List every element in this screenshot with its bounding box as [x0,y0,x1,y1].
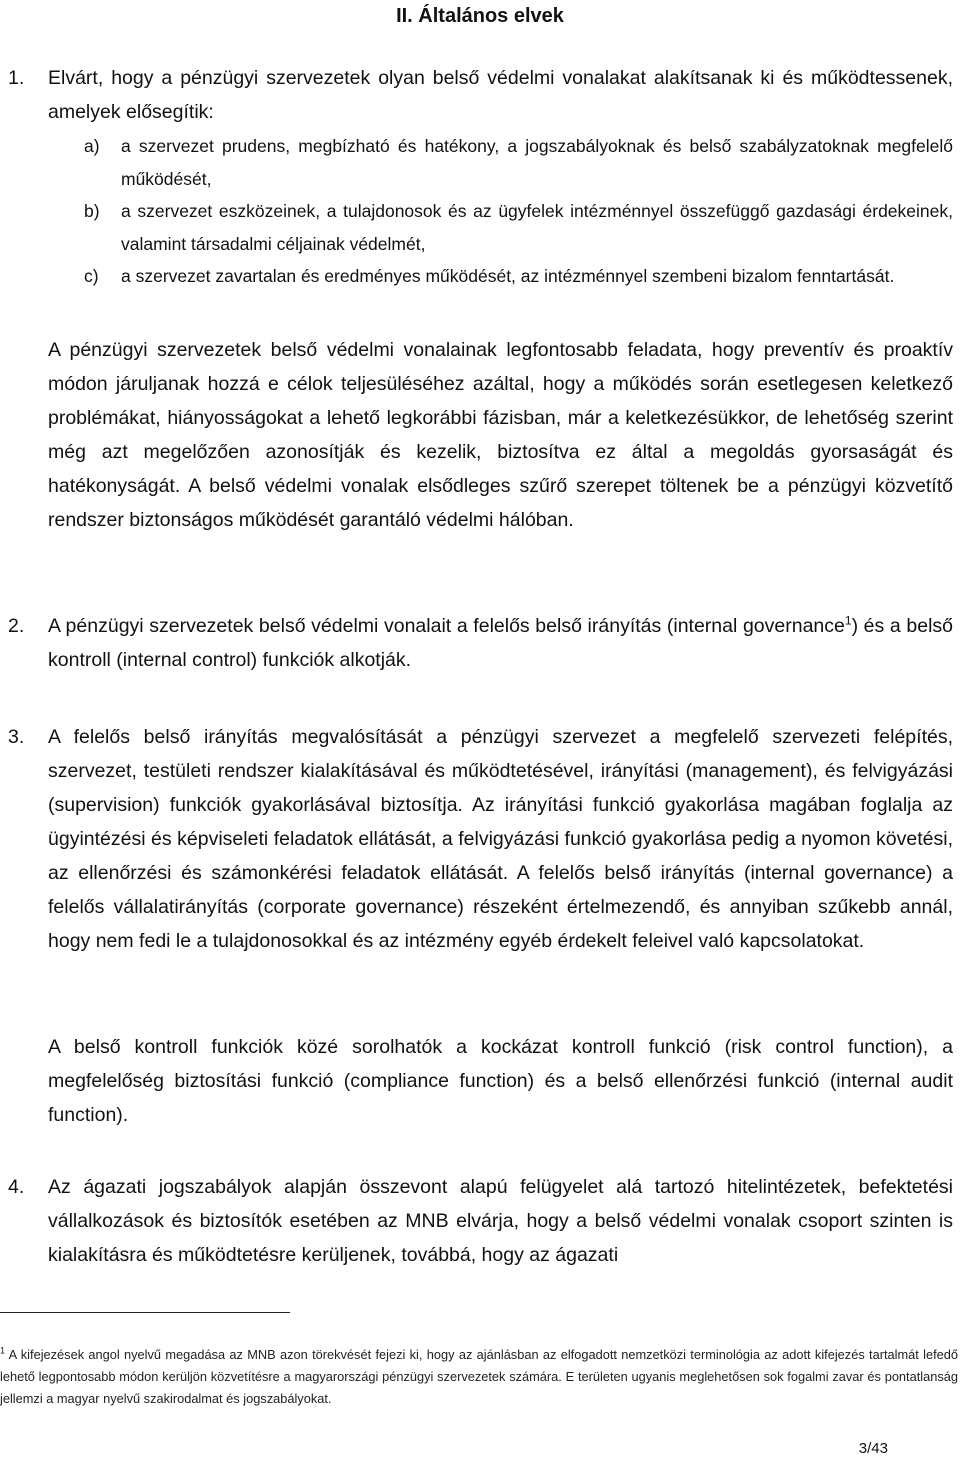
list-item-label: a) [84,136,100,156]
section-2-text-before: A pénzügyi szervezetek belső védelmi vonalait a felelős belső irányítás (internal governance [48,615,845,637]
section-3-text: A felelős belső irányítás megvalósítását a pénzügyi szervezet a megfelelő szervezeti felépítés, szervezet, testületi rendszer kialakításával és működtetésével, irányítási (management), és felvigyázási (supervision) funkciók gyakorlásával biztosítja. Az irányítási funkció gyakorlása magában foglalja az ügyintézési és képviseleti feladatok ellátását, a felvigyázási funkció gyakorlása pedig a nyomon követési, az ellenőrzési és számonkérési feladatok ellátását. A felelős belső irányítás (internal governance) a felelős vállalatirányítás (corporate governance) részeként értelmezendő, és annyiban szűkebb annál, hogy nem fedi le a tulajdonosokkal és az intézmény egyéb érdekelt feleivel való kapcsolatokat. [48,726,953,952]
section-4-number: 4. [8,1176,25,1198]
footnote-divider [0,1312,290,1313]
section-1-paragraph: A pénzügyi szervezetek belső védelmi vonalainak legfontosabb feladata, hogy preventív és proaktív módon járuljanak hozzá e célok teljesüléséhez azáltal, hogy a működés során esetlegesen keletkező problémákat, hiányosságokat a lehető legkorábbi fázisban, már a keletkezésükkor, de lehetőség szerint még azt megelőzően azonosítják és kezelik, biztosítva ez által a megoldás gyorsaságát és hatékonyságát. A belső védelmi vonalak elsődleges szűrő szerepet töltenek be a pénzügyi közvetítő rendszer biztonságos működését garantáló védelmi hálóban. [48,339,953,531]
section-3-paragraph-1 [8,720,953,958]
list-item-label: b) [84,201,100,221]
section-4 [8,1170,953,1272]
list-item [84,195,953,260]
section-2 [8,609,954,677]
list-item-text: a szervezet zavartalan és eredményes működését, az intézménnyel szembeni bizalom fenntartását. [121,266,895,286]
page-number: 3/43 [858,1440,888,1457]
section-2-number: 2. [8,615,25,637]
section-heading: II. Általános elvek [396,5,564,27]
section-3-paragraph-2: A belső kontroll funkciók közé sorolhatók a kockázat kontroll funkció (risk control function), a megfelelőség biztosítási funkció (compliance function) és a belső ellenőrzési funkció (internal audit function). [48,1036,953,1126]
list-item-label: c) [84,266,99,286]
list-item-text: a szervezet eszközeinek, a tulajdonosok és az ügyfelek intézménnyel összefüggő gazdasági érdekeinek, valamint társadalmi céljainak védelmét, [121,201,953,254]
section-4-text: Az ágazati jogszabályok alapján összevont alapú felügyelet alá tartozó hitelintézetek, befektetési vállalkozások és biztosítók esetében az MNB elvárja, hogy a belső védelmi vonalak csoport szinten is kialakításra és működtetésre kerüljenek, továbbá, hogy az ágazati [48,1176,953,1266]
footnote [0,1344,958,1410]
list-item [84,130,953,195]
section-2-text-after: ) és a belső kontroll (internal control) funkciók alkotják. [48,615,954,671]
footnote-marker: 1 [0,1345,6,1356]
section-3-number: 3. [8,726,25,748]
section-1-intro [8,61,953,129]
list-item-text: a szervezet prudens, megbízható és hatékony, a jogszabályoknak és belső szabályzatoknak megfelelő működését, [121,136,953,189]
section-1-intro-text: Elvárt, hogy a pénzügyi szervezetek olyan belső védelmi vonalakat alakítsanak ki és működtessenek, amelyek elősegítik: [48,67,953,123]
list-item [84,260,953,293]
footnote-reference[interactable]: 1 [844,613,852,628]
footnote-text: A kifejezések angol nyelvű megadása az MNB azon törekvését fejezi ki, hogy az ajánlásban az elfogadott nemzetközi terminológia az adott kifejezés tartalmát lefedő lehető legpontosabb módon kerüljön közvetítésre a magyarországi pénzügyi szervezetek számára. E területen ugyanis meglehetősen sok fogalmi zavar és pontatlanság jellemzi a magyar nyelvű szakirodalmat és jogszabályokat. [0,1347,959,1406]
section-1-list [84,130,953,293]
section-1-number: 1. [8,67,25,89]
